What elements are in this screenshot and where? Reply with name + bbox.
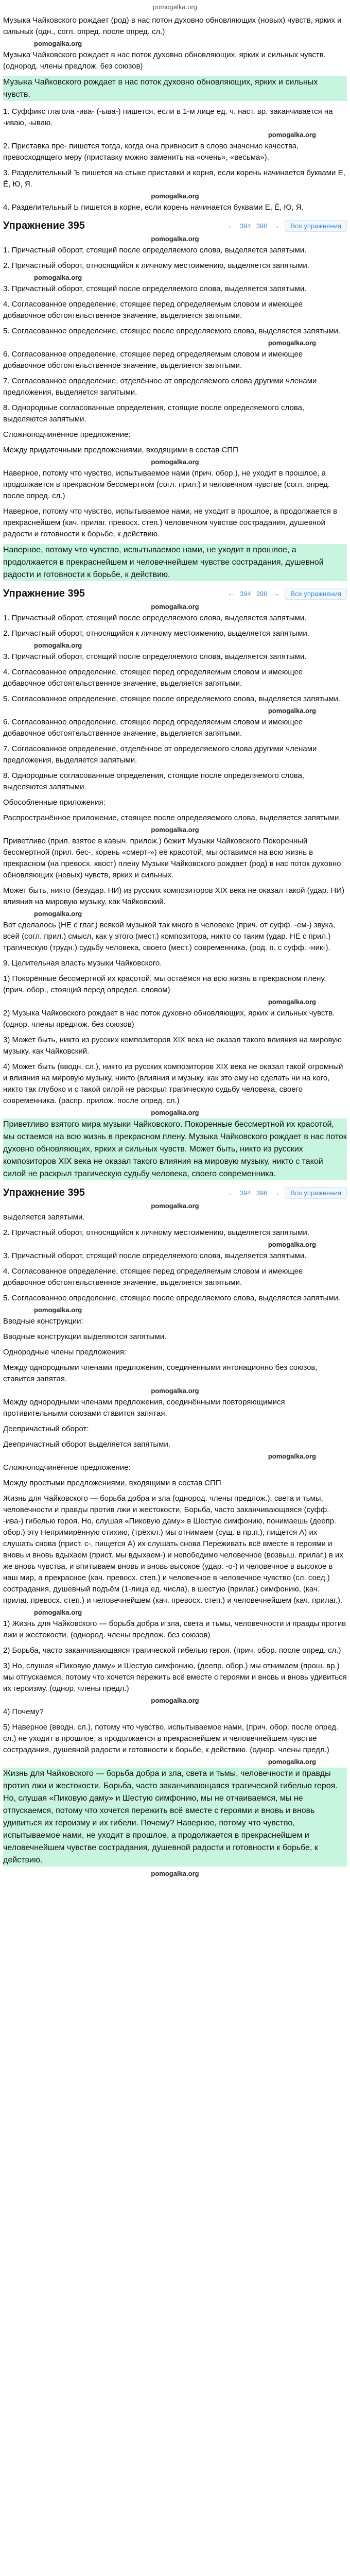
list-item: 5. Согласованное определение, стоящее после определяемого слова, выделяется запятыми. xyxy=(3,694,341,703)
watermark: pomogalka.org xyxy=(34,641,82,649)
pager xyxy=(227,220,347,232)
list-item: Наверное, потому что чувство, испытываемое нами, не уходит в прошлое, а продолжается в прекраснейшем (кач. прилаг. превосх. степ.) человечном чувстве сострадания, душевной радости и готовности к борьбе, к действию. xyxy=(3,507,337,538)
list-item: 2) Музыка Чайковского рождает в нас поток духовно обновляющих, ярких и сильных чувств. (однор. члены предлож. без союзов) xyxy=(3,1009,335,1029)
prev-exercise-link[interactable]: 394 xyxy=(239,589,251,598)
watermark: pomogalka.org xyxy=(151,192,199,200)
arrow-right-icon[interactable]: → xyxy=(272,222,280,230)
list-item: Распространённое приложение, стоящее после определяемого слова, выделяется запятыми. xyxy=(3,814,341,822)
list-item: 3) Может быть, никто из русских композиторов XIX века не оказал такого влияния на мировую музыку, как Чайковский. xyxy=(3,1036,342,1056)
list-item: 2. Причастный оборот, относящийся к личному местоимению, выделяется запятыми. xyxy=(3,629,309,638)
arrow-left-icon[interactable]: ← xyxy=(227,222,235,230)
watermark: pomogalka.org xyxy=(151,1870,199,1877)
watermark: pomogalka.org xyxy=(268,131,316,139)
list-item: 3. Причастный оборот, стоящий после определяемого слова, выделяется запятыми. xyxy=(3,652,307,661)
arrow-left-icon[interactable]: ← xyxy=(227,589,235,598)
list-item: 3. Причастный оборот, стоящий после определяемого слова, выделяется запятыми. xyxy=(3,1251,307,1260)
arrow-right-icon[interactable]: → xyxy=(272,589,280,598)
note: 4. Разделительный Ь пишется в корне, если корень начинается буквами Е, Ё, Ю, Я. xyxy=(3,203,304,212)
watermark: pomogalka.org xyxy=(151,826,199,834)
list-item: Приветливо (прил. взятое в кавыч. прилож.) бежит Музыки Чайковского Покоренный бессмертной (прил. бес-, корень «смерт-») её красотой, мы оставимся на всю жизнь в прекрасном (на превосх. хвост) плену Музыки Чайковского рождает (род) в нас поток духовно обновляющих (новых) чувств, ярких и сильных. xyxy=(3,837,341,879)
list-item: Жизнь для Чайковского — борьба добра и зла (однород. члены предлож.), света и тьмы, человечности и правды против лжи и жестокости, Борьба, часто заканчивающаяся (суфф. -ива-) гибелью героя. Но, слушая «Пиковую даму» в Шестую симфонию, понимаешь (деепр. обор.) эту Непримирённую стихию, (трёхкл.) мы отнимаем (сущ. в пр.п.), пищется А) их слушать снова (прист. с-, пищется А) их слушать снова Переживать всё вместе в героями и вновь и вновь вдыхаем (прист. мы вдыхаем-) и непобедимо человечное (возвыш. прилаг.) в их же вновь чувства, и впитываем вновь и вновь высокое (удар. -о-) и человечное в высокое в наш мир, а прекрасное (кач. превосх. степ.) и человечное в человечное чувство (сл. соед.) сострадания, душевный подъём (1-лица ед. числа), в шестую (прилаг.) симфонию, (кач. прилаг. превосх. степ.) и человечнейшем (кач. превосх. степ.) и человечнейшем (кач. прилаг.). xyxy=(3,1494,343,1605)
watermark: pomogalka.org xyxy=(268,1758,316,1766)
highlight-answer: Жизнь для Чайковского — борьба добра и зла, света и тьмы, человечности и правды против лжи и жестокости. Борьба, часто заканчивающаяся трагической гибелью героя. Но, слушая «Пиковую даму» и Шестую симфонию, мы не отчаиваемся, мы не отпускаемся, потому что хочется пережить всё вместе с героями и вновь и вновь удивиться их героизму и их гибели. Почему? Наверное, потому что чувство, испытываемое нами, не уходит в прошлое, а продолжается в прекраснейшем и человечнейшем чувстве сострадания, душевной радости и готовности к борьбе, к действию. xyxy=(3,1768,347,1867)
next-exercise-link[interactable]: 396 xyxy=(256,1189,268,1197)
watermark: pomogalka.org xyxy=(151,1697,199,1704)
list-item: Деепричастный оборот выделяется запятыми. xyxy=(3,1440,171,1449)
section-heading: Деепричастный оборот: xyxy=(3,1425,89,1433)
list-item: Может быть, никто (безудар. НИ) из русских композиторов XIX века не оказал такой (удар. НИ) влияния на мировую музыку, как Чайковский. xyxy=(3,886,345,906)
next-exercise-link[interactable]: 396 xyxy=(256,589,268,598)
list-item: 4) Почему? xyxy=(3,1707,44,1716)
list-item: 7. Согласованное определение, отделённое от определяемого слова другими членами предложения, выделяется запятыми. xyxy=(3,744,317,765)
note: 2. Приставка пре- пишется тогда, когда она привносит в слово значение качества, превосходящего меру (приставку можно заменить на «очень», «весьма»). xyxy=(3,142,299,162)
arrow-right-icon[interactable]: → xyxy=(272,1189,280,1197)
block-4 xyxy=(3,1185,347,1877)
list-item: 4. Согласованное определение, стоящее перед определяемым словом и имеющее добавочное обстоятельственное значение, выделяется запятыми. xyxy=(3,1267,303,1287)
highlight-answer: Приветливо взятого мира музыки Чайковского. Покоренные бессмертной их красотой, мы остаемся на всю жизнь в прекрасном плену. Музыка Чайковского рождает в нас поток духовно обновляющих, ярких и сильных чувств. Может быть, никто из русских композиторов XIX века не оказал такого влияния на мировую музыку, никто с такой силой не раскрыл трагическую судьбу человека, своего современника. xyxy=(3,1118,347,1180)
all-exercises-button[interactable]: Все упражнения xyxy=(285,220,347,232)
exercise-header xyxy=(3,1185,347,1200)
exercise-title: Упражнение 395 xyxy=(3,1187,85,1198)
watermark: pomogalka.org xyxy=(151,1109,199,1116)
highlight-answer: Наверное, потому что чувство, испытываемое нами, не уходит в прошлое, а продолжается в прекраснейшем и человечнейшем чувстве сострадания, душевной радости и готовности к борьбе, к действию. xyxy=(3,544,347,581)
list-item: Наверное, потому что чувство, испытываемое нами (прич. обор.), не уходит в прошлое, а продолжается в прекрасном бессмертном (согл. прил.) и человечном чувстве (согл. опред. после опред. сл.) xyxy=(3,469,330,500)
block-3 xyxy=(3,586,347,1180)
watermark: pomogalka.org xyxy=(268,339,316,347)
prev-exercise-link[interactable]: 394 xyxy=(239,1189,251,1197)
list-item: 8. Однородные согласованные определения, стоящие после определяемого слова, выделяются запятыми. xyxy=(3,771,305,791)
list-item: 5. Согласованное определение, стоящее после определяемого слова, выделяется запятыми. xyxy=(3,1294,341,1302)
note: 1. Суффикс глагола -ива- (-ыва-) пишется, если в 1-м лице ед. ч. наст. вр. заканчивается на -иваю, -ываю. xyxy=(3,107,333,127)
site-title[interactable]: pomogalka.org xyxy=(153,3,197,11)
exercise-title: Упражнение 395 xyxy=(3,587,85,599)
list-item: 7. Согласованное определение, отделённое от определяемого слова другими членами предложения, выделяется запятыми. xyxy=(3,377,317,397)
watermark: pomogalka.org xyxy=(34,40,82,47)
list-item: выделяется запятыми. xyxy=(3,1213,85,1222)
pager xyxy=(227,588,347,600)
list-item: Вот сделалось (НЕ с глаг.) всякой музыкой так много в человеке (прич. от суфф. -ем-) звука, всей (согл. прил.) смысл, как у этого (мест.) композитора, никто со таким (удар. НЕ с прил.) трагическую (трудн.) судьбу человека, своего (мест.) современника, (род. п. с суфф. -ник-). xyxy=(3,921,336,952)
list-item: Между однородными членами предложения, соединёнными интонационно без союзов, ставится запятая. xyxy=(3,1363,318,1383)
watermark: pomogalka.org xyxy=(34,274,82,281)
list-item: 3) Но, слушая «Пиковую даму» и Шестую симфонию, (деепр. обор.) мы отнимаем (прош. вр.) мы отпускаемся, потому что хочется пережить всё вместе с героями и вновь и вновь удивиться их героизму. (однор. члены предл.) xyxy=(3,1662,347,1693)
section-heading: Вводные конструкции: xyxy=(3,1317,83,1326)
list-item: Вводные конструкции выделяются запятыми. xyxy=(3,1332,167,1341)
section-heading: Обособленные приложения: xyxy=(3,798,106,807)
list-item: 1) Покорённые бессмертной их красотой, мы остаёмся на всю жизнь в прекрасном плену. (прич. обор., стоящий перед определ. словом) xyxy=(3,974,326,994)
section-heading: Сложноподчинённое предложение: xyxy=(3,1463,131,1472)
watermark: pomogalka.org xyxy=(268,1452,316,1460)
highlight-answer: Музыка Чайковского рождает в нас поток духовно обновляющих, ярких и сильных чувств. xyxy=(3,76,347,101)
list-item: Между простыми предложениями, входящими в состав СПП xyxy=(3,1479,221,1487)
list-item: 5) Наверное (вводн. сл.), потому что чувство, испытываемое нами, (прич. обор. после опред. сл.) не уходит в прошлое, а продолжается в прекраснейшем и человечнейшем чувстве сострадания, душевной радости и готовности к борьбе, к действию. (однор. члены предл.) xyxy=(3,1723,339,1754)
exercise-header xyxy=(3,586,347,601)
list-item: 8. Однородные согласованные определения, стоящие после определяемого слова, выделяются запятыми. xyxy=(3,403,305,423)
list-item: 6. Согласованное определение, стоящее перед определяемым словом и имеющее добавочное обстоятельственное значение, выделяется запятыми. xyxy=(3,718,303,738)
pager xyxy=(227,1187,347,1199)
list-item: 1) Жизнь для Чайковского — борьба добра и зла, света и тьмы, человечности и правды против лжи и жестокости. (однород. члены предлож. без союзов) xyxy=(3,1619,346,1639)
list-item: 3. Причастный оборот, стоящий после определяемого слова, выделяется запятыми. xyxy=(3,284,307,293)
watermark: pomogalka.org xyxy=(151,1202,199,1210)
watermark: pomogalka.org xyxy=(34,910,82,918)
list-item: 6. Согласованное определение, стоящее перед определяемым словом и имеющее добавочное обстоятельственное значение, выделяется запятыми. xyxy=(3,350,303,370)
arrow-left-icon[interactable]: ← xyxy=(227,1189,235,1197)
list-item: 9. Целительная власть музыки Чайковского. xyxy=(3,959,162,968)
watermark: pomogalka.org xyxy=(151,603,199,611)
watermark: pomogalka.org xyxy=(268,1241,316,1248)
watermark: pomogalka.org xyxy=(151,458,199,466)
intro-line: Музыка Чайковского рождает (род) в нас потон духовно обновляющих (новых) чувств, ярких и сильных (одн., согл. опред. после опред. сл.) xyxy=(3,16,342,36)
list-item: 1. Причастный оборот, стоящий после определяемого слова, выделяется запятыми. xyxy=(3,246,307,255)
watermark: pomogalka.org xyxy=(268,707,316,715)
list-item: 2. Причастный оборот, относящийся к личному местоимению, выделяется запятыми. xyxy=(3,261,309,270)
next-exercise-link[interactable]: 396 xyxy=(256,222,268,230)
section-heading: Сложноподчинённое предложение: xyxy=(3,430,131,439)
list-item: 4. Согласованное определение, стоящее перед определяемым словом и имеющее добавочное обстоятельственное значение, выделяется запятыми. xyxy=(3,300,303,320)
list-item: Между придаточными предложениями, входящими в состав СПП xyxy=(3,446,238,454)
list-item: Между однородными членами предложения, соединёнными повторяющимися противительными союзами ставится запятая. xyxy=(3,1398,285,1418)
all-exercises-button[interactable]: Все упражнения xyxy=(285,1187,347,1199)
watermark: pomogalka.org xyxy=(34,1608,82,1616)
all-exercises-button[interactable]: Все упражнения xyxy=(285,588,347,600)
list-item: 2) Борьба, часто заканчивающаяся трагической гибелью героя. (прич. обор. после опред. сл.) xyxy=(3,1646,341,1655)
watermark: pomogalka.org xyxy=(151,1387,199,1395)
list-item: 5. Согласованное определение, стоящее после определяемого слова, выделяется запятыми. xyxy=(3,327,341,335)
list-item: 2. Причастный оборот, относящийся к личному местоимению, выделяется запятыми. xyxy=(3,1228,309,1237)
list-item: 4. Согласованное определение, стоящее перед определяемым словом и имеющее добавочное обстоятельственное значение, выделяется запятыми. xyxy=(3,668,303,688)
list-item: 1. Причастный оборот, стоящий после определяемого слова, выделяется запятыми. xyxy=(3,614,307,622)
block-1 xyxy=(3,15,347,213)
section-heading: Однородные члены предложения: xyxy=(3,1348,127,1357)
note: 3. Разделительный Ъ пишется на стыке приставки и корня, если корень начинается буквами Е, Ё, Ю, Я. xyxy=(3,168,345,189)
block-2 xyxy=(3,218,347,581)
watermark: pomogalka.org xyxy=(268,998,316,1006)
watermark: pomogalka.org xyxy=(34,1306,82,1314)
exercise-header xyxy=(3,218,347,233)
exercise-title: Упражнение 395 xyxy=(3,219,85,231)
watermark: pomogalka.org xyxy=(151,235,199,243)
intro-line: Музыка Чайковского рождает в нас поток духовно обновляющих, ярких и сильных чувств. (однород. члены предлож. без союзов) xyxy=(3,50,326,71)
prev-exercise-link[interactable]: 394 xyxy=(239,222,251,230)
list-item: 4) Может быть (вводн. сл.), никто из русских композиторов XIX века не оказал такой огромный и влияния на мировую музыку, никто (влияния и музыку, как это ему не сделать ни на кого, никто так глубоко и с такой силой не раскрыл трагическую судьбу человека, своего современника. (распр. прилож. после опред. сл.) xyxy=(3,1062,343,1105)
